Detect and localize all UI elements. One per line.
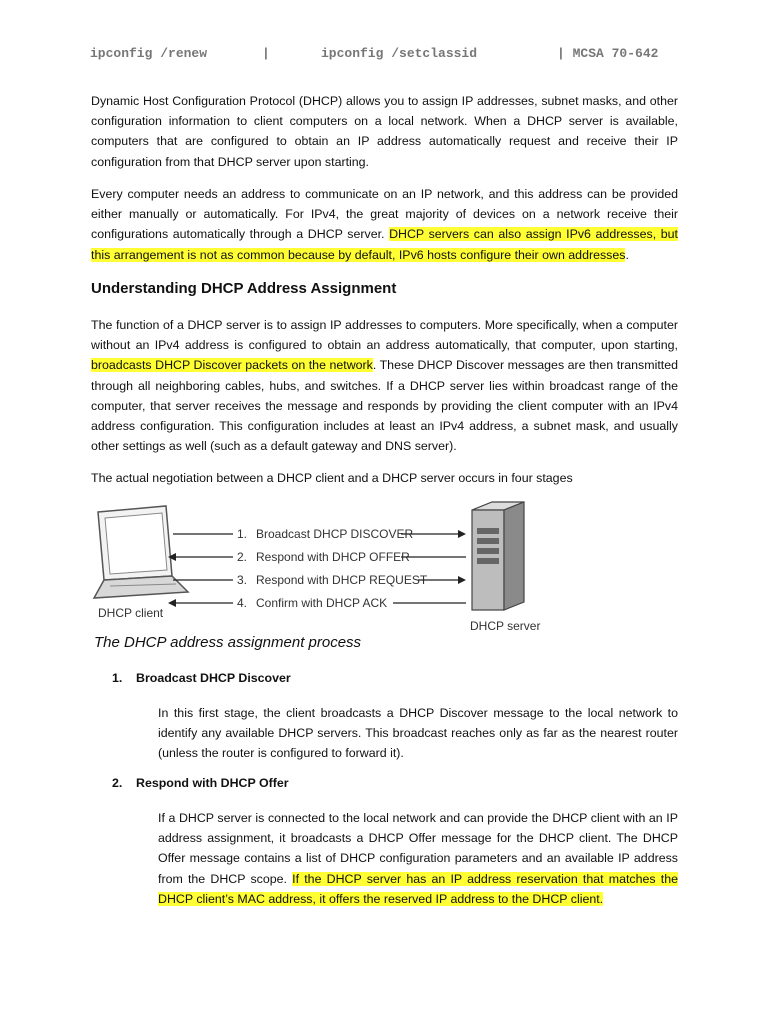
section-p1-end: . These DHCP Discover messages are then transmitted through all neighboring cables, hubs, and switches. If a DHCP server lies within broadcast range of the computer, that server receives the message and responds by providing the client computer with an IPv4 address configuration. This configuration includes at least an IPv4 address, a subnet mask, and usually other settings as well (such as a default gateway and DNS server). [91, 358, 678, 454]
laptop-icon [94, 506, 188, 598]
step-1-number: 1. [112, 671, 123, 685]
arrow-1-num: 1. [237, 527, 248, 541]
page-header [90, 46, 690, 64]
section-paragraph-2: The actual negotiation between a DHCP client and a DHCP server occurs in four stages [91, 471, 573, 485]
step-2-highlight: If the DHCP server has an IP address reservation that matches the DHCP client’s MAC address, it offers the reserved IP address to the DHCP client. [158, 871, 678, 906]
arrow-4 [168, 596, 466, 610]
arrow-1 [173, 527, 466, 541]
intro-p2-text: Every computer needs an address to communicate on an IP network, and this address can be provided either manually or automatically. For IPv4, the great majority of devices on a network receive their configurations automatically through a DHCP server. [91, 187, 678, 242]
server-label: DHCP server [470, 619, 541, 633]
step-2-title: Respond with DHCP Offer [136, 776, 289, 790]
arrow-4-text: Confirm with DHCP ACK [256, 596, 388, 610]
section-p1-highlight: broadcasts DHCP Discover packets on the network [91, 358, 373, 373]
arrow-3 [173, 573, 466, 587]
dhcp-diagram [88, 498, 558, 638]
figure-caption: The DHCP address assignment process [94, 634, 362, 651]
header-middle: ipconfig /setclassid [321, 46, 478, 61]
arrow-2-num: 2. [237, 550, 248, 564]
section-p1-text: The function of a DHCP server is to assign IP addresses to computers. More specifically, when a computer without an IPv4 address is configured to obtain an address automatically, that computer, upon starting, [91, 318, 678, 353]
intro-p2-end: . [625, 247, 629, 262]
server-icon [472, 502, 524, 610]
arrow-1-text: Broadcast DHCP DISCOVER [256, 527, 414, 541]
step-1-text: In this first stage, the client broadcasts a DHCP Discover message to the local network to identify any available DHCP servers. This broadcast reaches only as far as the nearest router (unless the router is configured to forward it). [158, 706, 678, 761]
header-separator: | [262, 46, 270, 61]
client-label: DHCP client [98, 606, 164, 620]
arrow-2-text: Respond with DHCP OFFER [256, 550, 410, 564]
header-right: | MCSA 70-642 [557, 46, 659, 61]
intro-paragraph-1: Dynamic Host Configuration Protocol (DHCP) allows you to assign IP addresses, subnet masks, and other configuration information to client computers on a local network. When a DHCP server is available, computers that are configured to obtain an IP address automatically request and receive their IP configuration from that DHCP server upon starting. [91, 94, 678, 169]
step-2-heading [112, 776, 289, 790]
header-left: ipconfig /renew [90, 46, 208, 61]
step-2-text [158, 808, 678, 909]
step-2-text-body: If a DHCP server is connected to the local network and can provide the DHCP client with an IP address assignment, it broadcasts a DHCP Offer message for the DHCP client. The DHCP Offer message contains a list of DHCP configuration parameters and an available IP address from the DHCP scope. [158, 811, 678, 886]
arrow-3-text: Respond with DHCP REQUEST [256, 573, 428, 587]
arrow-2 [168, 550, 466, 564]
step-1-heading [112, 671, 291, 685]
step-1-title: Broadcast DHCP Discover [136, 671, 291, 685]
arrow-3-num: 3. [237, 573, 248, 587]
intro-p2-highlight: DHCP servers can also assign IPv6 addresses, but this arrangement is not as common because by default, IPv6 hosts configure their own addresses [91, 227, 678, 262]
intro-paragraph-2 [91, 184, 678, 265]
section-paragraph-1 [91, 315, 678, 456]
step-2-number: 2. [112, 776, 123, 790]
arrow-4-num: 4. [237, 596, 248, 610]
section-heading: Understanding DHCP Address Assignment [91, 280, 397, 297]
